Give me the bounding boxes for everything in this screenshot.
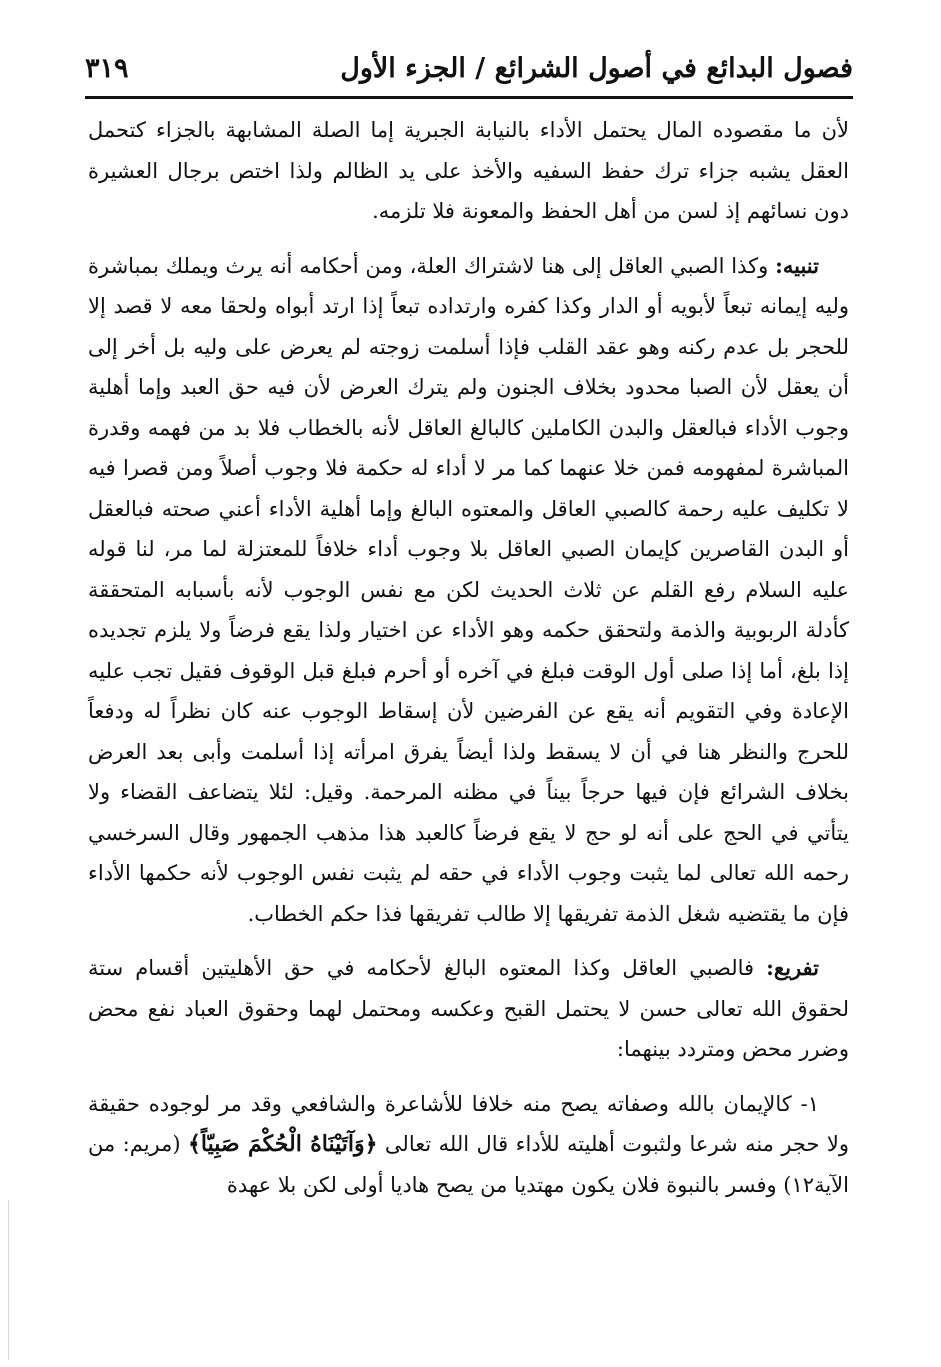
paragraph-item-1 <box>88 1084 849 1206</box>
paragraph-tafri <box>88 948 849 1070</box>
scan-edge-line <box>8 1200 9 1360</box>
tafri-text: فالصبي العاقل وكذا المعتوه البالغ لأحكامه في حق الأهليتين أقسام ستة لحقوق الله تعالى حسن لا يحتمل القبح وعكسه ومحتمل لهما وحقوق العباد نفع محض وضرر محض ومتردد بينهما: <box>88 956 849 1061</box>
page-header <box>85 40 853 99</box>
quran-verse: ﴿وَآتَيْنَاهُ الْحُكْمَ صَبِيّاً﴾ <box>188 1131 378 1157</box>
tanbih-text: وكذا الصبي العاقل إلى هنا لاشتراك العلة، ومن أحكامه أنه يرث ويملك بمباشرة وليه إيمانه تبعاً لأبويه أو الدار وكذا كفره وارتداده تبعاً إذا ارتد أبواه ولحقا معه لا قصد إلا للحجر بل عدم ركنه وهو عقد القلب فإذا أسلمت زوجته لم يعرض على وليه بل أخر إلى أن يعقل لأن الصبا محدود بخلاف الجنون ولم يترك العرض لأن فيه حق العبد وإما أهلية وجوب الأداء فبالعقل والبدن الكاملين كالبالغ العاقل لأنه بالخطاب فلا بد من فهمه وقدرة المباشرة لمفهومه فمن خلا عنهما كما مر لا أداء له حكمة فلا وجوب أصلاً ومن قصرا فيه لا تكليف عليه رحمة كالصبي العاقل والمعتوه البالغ وإما أهلية الأداء أعني صحته فبالعقل أو البدن القاصرين كإيمان الصبي العاقل بلا وجوب أداء خلافاً للمعتزلة لما مر، لنا قوله عليه السلام رفع القلم عن ثلاث الحديث لكن مع نفس الوجوب لأنه بأسبابه المتحققة كأدلة الربوبية والذمة ولتحقق حكمه وهو الأداء عن اختيار ولذا يقع فرضاً ولا يلزم تجديده إذا بلغ، أما إذا صلى أول الوقت فبلغ في آخره أو أحرم فبلغ قبل الوقوف فقيل تجب عليه الإعادة وفي التقويم أنه يقع عن الفرضين لأن إسقاط الوجوب عنه كان نظراً له ودفعاً للحرج والنظر هنا في أن لا يسقط ولذا أيضاً يفرق امرأته إذا أسلمت وأبى بعد العرض بخلاف الشرائع فإن فيها حرجاً بيناً في مظنه المرحمة. وقيل: لئلا يتضاعف القضاء ولا يتأتي في الحج على أنه لو حج لا يقع فرضاً كالعبد هذا مذهب الجمهور وقال السرخسي رحمه الله تعالى لما يثبت وجوب الأداء في حقه لم يثبت نفس الوجوب لأنه حكمها الأداء فإن ما يقتضيه شغل الذمة تفريقها إلا طالب تفريقها فذا حكم الخطاب. <box>88 253 849 926</box>
page-number: ٣١٩ <box>85 52 129 84</box>
paragraph-1: لأن ما مقصوده المال يحتمل الأداء بالنيابة الجبرية إما الصلة المشابهة بالجزاء كتحمل العقل يشبه جزاء ترك حفظ السفيه والأخذ على يد الظالم ولذا اختص برجال العشيرة دون نسائهم إذ لسن من أهل الحفظ والمعونة فلا تلزمه. <box>88 118 849 223</box>
tanbih-heading: تنبيه: <box>775 252 819 278</box>
item-1-text-end: (مريم: من الآية١٢) وفسر بالنبوة فلان يكون مهتديا من يصح هاديا أولى لكن بلا عهدة <box>88 1132 849 1197</box>
paragraph-tanbih <box>88 246 849 935</box>
running-title: فصول البدائع في أصول الشرائع / الجزء الأول <box>340 52 853 84</box>
item-1-text-start: ١- كالإيمان بالله وصفاته يصح منه خلافا للأشاعرة والشافعي وقد مر لوجوده حقيقة ولا حجر منه شرعا ولثبوت أهليته للأداء قال الله تعالى <box>88 1091 850 1156</box>
tafri-heading: تفريع: <box>766 955 819 980</box>
page-body <box>88 110 849 1219</box>
